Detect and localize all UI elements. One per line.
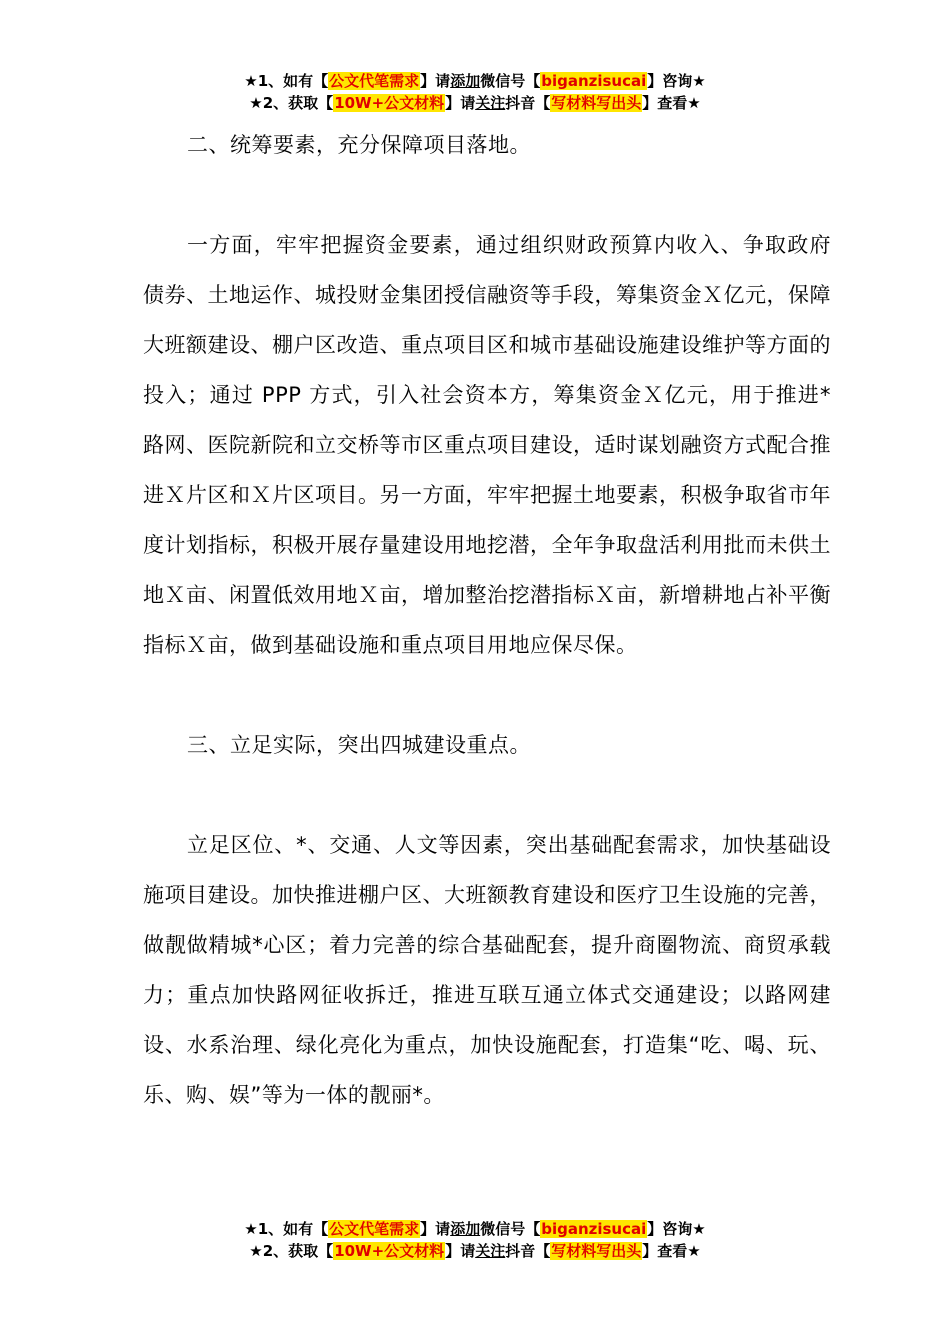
section-heading-2: 二、统筹要素，充分保障项目落地。 [187, 133, 531, 157]
banner-line-1: ★1、如有【公文代笔需求】请添加微信号【biganzisucai】咨询★ [244, 72, 706, 90]
highlight-service: 公文代笔需求 [329, 72, 420, 90]
section-heading-3: 三、立足实际，突出四城建设重点。 [187, 733, 531, 757]
highlight-wechat-id: biganzisucai [541, 72, 647, 90]
footer-highlight-douyin: 写材料写出头 [551, 1242, 642, 1260]
footer-banner [0, 1218, 950, 1262]
footer-highlight-service: 公文代笔需求 [329, 1220, 420, 1238]
paragraph-funding-land: 一方面，牢牢把握资金要素，通过组织财政预算内收入、争取政府债券、土地运作、城投财金集团授信融资等手段，筹集资金Ｘ亿元，保障大班额建设、棚户区改造、重点项目区和城市基础设施建设维护等方面的投入；通过 PPP 方式，引入社会资本方，筹集资金Ｘ亿元，用于推进*路网、医院新院和立交桥等市区重点项目建设，适时谋划融资方式配合推进Ｘ片区和Ｘ片区项目。另一方面，牢牢把握土地要素，积极争取省市年度计划指标，积极开展存量建设用地挖潜，全年争取盘活利用批而未供土地Ｘ亩、闲置低效用地Ｘ亩，增加整治挖潜指标Ｘ亩，新增耕地占补平衡指标Ｘ亩，做到基础设施和重点项目用地应保尽保。 [143, 233, 831, 657]
banner-line-2: ★2、获取【10W+公文材料】请关注抖音【写材料写出头】查看★ [249, 94, 701, 112]
highlight-douyin: 写材料写出头 [551, 94, 642, 112]
footer-line-2: ★2、获取【10W+公文材料】请关注抖音【写材料写出头】查看★ [249, 1242, 701, 1260]
footer-highlight-materials: 10W+公文材料 [334, 1242, 445, 1260]
document-body [143, 120, 831, 1120]
footer-line-1: ★1、如有【公文代笔需求】请添加微信号【biganzisucai】咨询★ [244, 1220, 706, 1238]
header-banner [0, 70, 950, 114]
highlight-materials: 10W+公文材料 [334, 94, 445, 112]
paragraph-infrastructure: 立足区位、*、交通、人文等因素，突出基础配套需求，加快基础设施项目建设。加快推进棚户区、大班额教育建设和医疗卫生设施的完善，做靓做精城*心区；着力完善的综合基础配套，提升商圈物流、商贸承载力；重点加快路网征收拆迁，推进互联互通立体式交通建设；以路网建设、水系治理、绿化亮化为重点，加快设施配套，打造集“吃、喝、玩、乐、购、娱”等为一体的靓丽*。 [143, 833, 831, 1107]
footer-highlight-wechat-id: biganzisucai [541, 1220, 647, 1238]
